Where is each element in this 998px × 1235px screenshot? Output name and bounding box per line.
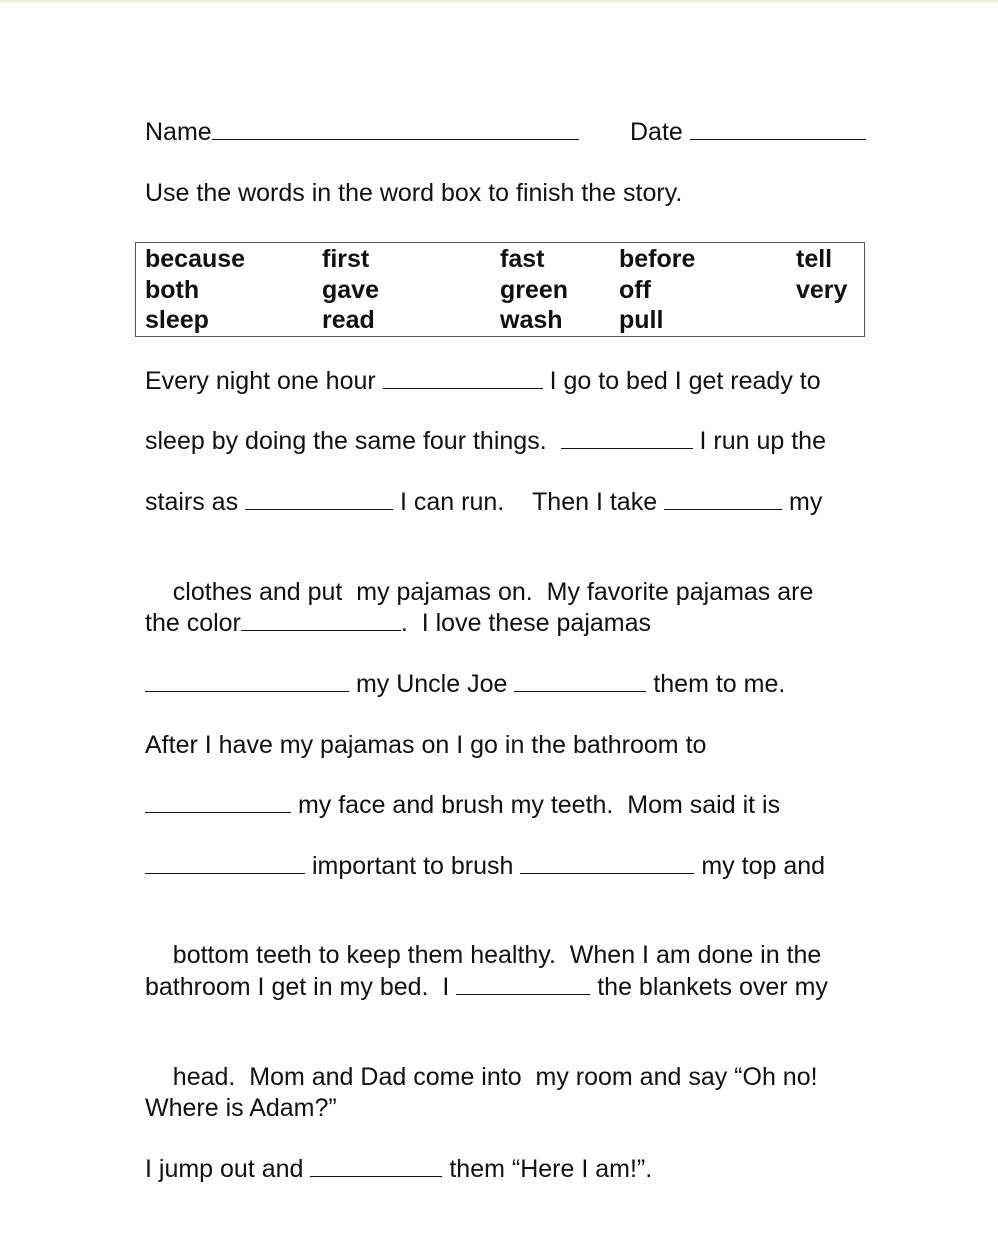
header-row — [145, 118, 905, 154]
name-blank[interactable] — [212, 119, 579, 140]
story-text: bathroom I get in my bed. I — [145, 973, 450, 1001]
story-blank[interactable] — [241, 610, 401, 631]
story-text: sleep by doing the same four things. — [145, 427, 547, 455]
word-box-word: both — [145, 276, 200, 304]
story-text: I jump out and — [145, 1155, 304, 1183]
name-label: Name — [145, 118, 212, 146]
story-text: my Uncle Joe — [355, 670, 508, 698]
story-line-11 — [145, 973, 828, 1002]
story-text: them “Here I am!”. — [449, 1155, 653, 1183]
instructions: Use the words in the word box to finish the story. — [145, 179, 683, 207]
story-line-1 — [145, 367, 821, 396]
word-box-word: very — [796, 276, 848, 304]
word-box-word: green — [500, 276, 569, 304]
story-line-5 — [145, 609, 651, 638]
story-blank[interactable] — [145, 671, 349, 692]
story-text: stairs as — [145, 488, 239, 516]
story-text: important to brush — [311, 852, 514, 880]
story-blank[interactable] — [456, 974, 590, 995]
story-text: clothes and put my pajamas on. My favorite pajamas are — [172, 578, 814, 606]
word-box-word: wash — [500, 306, 563, 334]
story-text: bottom teeth to keep them healthy. When I am done in the — [172, 941, 822, 969]
story-text: my — [789, 488, 823, 516]
story-text: Every night one hour — [145, 367, 376, 395]
story-line-13 — [145, 1094, 337, 1123]
story-text: my face and brush my teeth. Mom said it is — [297, 791, 781, 819]
story-blank[interactable] — [245, 489, 393, 510]
story-blank[interactable] — [514, 671, 646, 692]
story-line-7 — [145, 731, 706, 760]
story-line-2 — [145, 427, 826, 456]
story-line-3 — [145, 488, 822, 517]
date-group — [630, 118, 866, 147]
story-blank[interactable] — [520, 853, 694, 874]
story-text: my top and — [701, 852, 826, 880]
word-box-word: off — [619, 276, 651, 304]
word-box-word: because — [145, 245, 246, 273]
word-box-word: gave — [322, 276, 379, 304]
word-box — [135, 242, 865, 337]
date-label: Date — [630, 118, 683, 146]
story-text: I run up the — [699, 427, 826, 455]
date-blank[interactable] — [690, 119, 866, 140]
story-text: Where is Adam?” — [145, 1094, 337, 1122]
word-box-word: pull — [619, 306, 664, 334]
word-box-word: first — [322, 245, 370, 273]
story-blank[interactable] — [561, 428, 693, 449]
story-blank[interactable] — [383, 368, 543, 389]
story-text: . I love these pajamas — [400, 609, 652, 637]
story-text: After I have my pajamas on I go in the bathroom to — [145, 731, 707, 759]
name-group — [145, 118, 579, 147]
story-text: Then I take — [532, 488, 658, 516]
story-text: the blankets over my — [597, 973, 828, 1001]
story-text: them to me. — [653, 670, 786, 698]
story-text: the color — [145, 609, 241, 637]
story-line-8 — [145, 791, 780, 820]
word-box-word: read — [322, 306, 375, 334]
word-box-word: tell — [796, 245, 833, 273]
story-blank[interactable] — [145, 853, 305, 874]
story-text: head. Mom and Dad come into my room and say “Oh no! — [172, 1063, 818, 1091]
story-line-14 — [145, 1155, 652, 1184]
story-text: I can run. — [400, 488, 505, 516]
story-line-6 — [145, 670, 785, 699]
story-blank[interactable] — [145, 792, 291, 813]
word-box-word: sleep — [145, 306, 209, 334]
story-blank[interactable] — [310, 1156, 442, 1177]
story-blank[interactable] — [664, 489, 782, 510]
word-box-word: before — [619, 245, 696, 273]
story-text: I go to bed I get ready to — [549, 367, 821, 395]
story-line-9 — [145, 852, 825, 881]
word-box-word: fast — [500, 245, 545, 273]
